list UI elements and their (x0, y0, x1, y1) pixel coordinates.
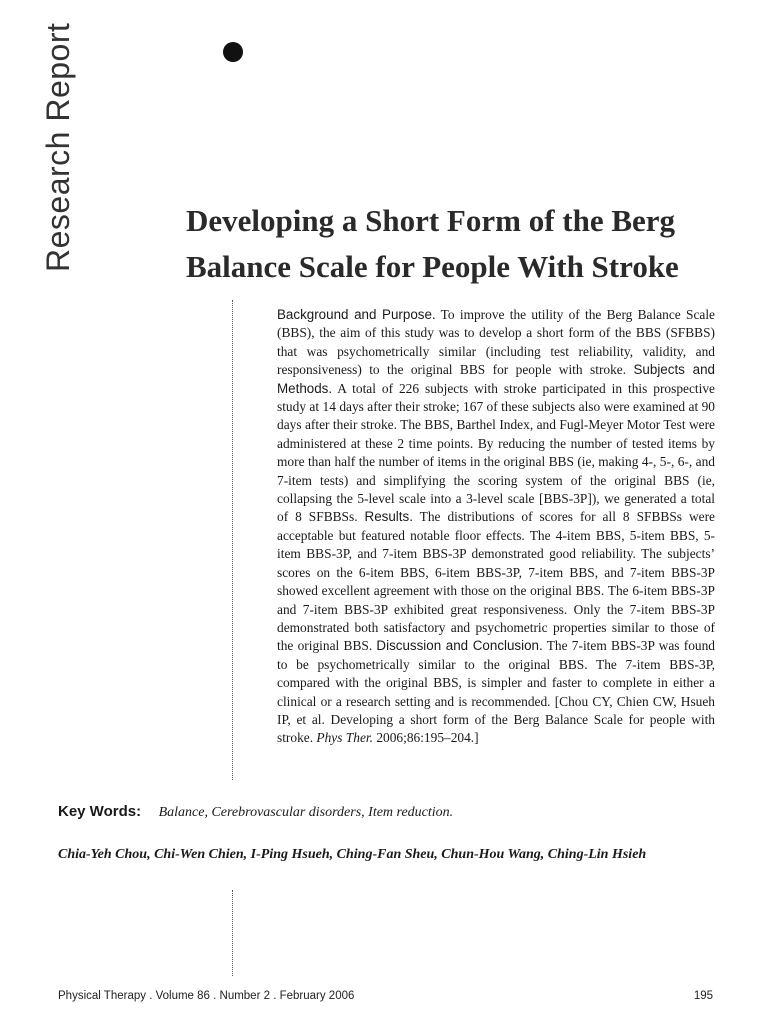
author-list: Chia-Yeh Chou, Chi-Wen Chien, I-Ping Hsueh, Ching-Fan Sheu, Chun-Hou Wang, Ching-Lin Hsieh (58, 847, 647, 862)
key-words-text: Balance, Cerebrovascular disorders, Item reduction. (158, 805, 454, 820)
bullet-dot-icon (223, 42, 243, 62)
footer-journal-info: Physical Therapy . Volume 86 . Number 2 . February 2006 (58, 990, 355, 1002)
page-footer (58, 990, 713, 1002)
abstract-dotted-rule (232, 300, 233, 780)
abstract-results-heading: Results. (364, 509, 413, 525)
abstract-discussion-text: The 7-item BBS-3P was found to be psychometrically similar to the original BBS. The 7-item BBS-3P, compared with the original BBS, is simpler and faster to complete in either a clinical or a research setting and is recommended. [Chou CY, Chien CW, Hsueh IP, et al. Developing a short form of the Berg Balance Scale for people with stroke. (277, 638, 715, 746)
article-title-line-1: Developing a Short Form of the Berg (186, 203, 676, 238)
lower-dotted-rule (232, 890, 233, 976)
key-words (58, 803, 748, 821)
key-words-label: Key Words: (58, 803, 142, 820)
article-title-line-2: Balance Scale for People With Stroke (186, 249, 679, 284)
citation-journal: Phys Ther. (316, 730, 373, 746)
abstract (277, 306, 715, 748)
abstract-background-text: To improve the utility of the Berg Balance Scale (BBS), the aim of this study was to develop a short form of the BBS (SFBBS) that was psychometrically similar (including test reliability, validity, and responsiveness) to the original BBS for people with stroke. (277, 307, 715, 378)
section-label: Research Report (40, 22, 76, 272)
abstract-results-text: The distributions of scores for all 8 SFBBSs were acceptable but featured notable floor effects. The 4-item BBS, 5-item BBS, 5-item BBS-3P, and 7-item BBS-3P demonstrated good reliability. The subjects’ scores on the 6-item BBS, 6-item BBS-3P, 7-item BBS, and 7-item BBS-3P showed excellent agreement with those on the original BBS. The 6-item BBS-3P and 7-item BBS-3P exhibited great responsiveness. Only the 7-item BBS-3P demonstrated both satisfactory and psychometric properties similar to those of the original BBS. (277, 509, 715, 654)
page-number: 195 (693, 990, 713, 1002)
article-title (186, 198, 746, 290)
abstract-subjects-heading: Subjects and Methods. (277, 362, 715, 396)
abstract-subjects-text: A total of 226 subjects with stroke participated in this prospective study at 14 days after their stroke; 167 of these subjects also were examined at 90 days after their stroke. The BBS, Barthel Index, and Fugl-Meyer Motor Test were administered at these 2 time points. By reducing the number of tested items by more than half the number of items in the original BBS (ie, making 4-, 5-, 6-, and 7-item tests) and simplifying the scoring system of the original BBS (ie, collapsing the 5-level scale into a 3-level scale [BBS-3P]), we generated a total of 8 SFBBSs. (277, 380, 715, 525)
citation-tail: 2006;86:195–204.] (372, 730, 479, 746)
abstract-discussion-heading: Discussion and Conclusion. (376, 638, 543, 654)
abstract-background-heading: Background and Purpose. (277, 307, 436, 322)
